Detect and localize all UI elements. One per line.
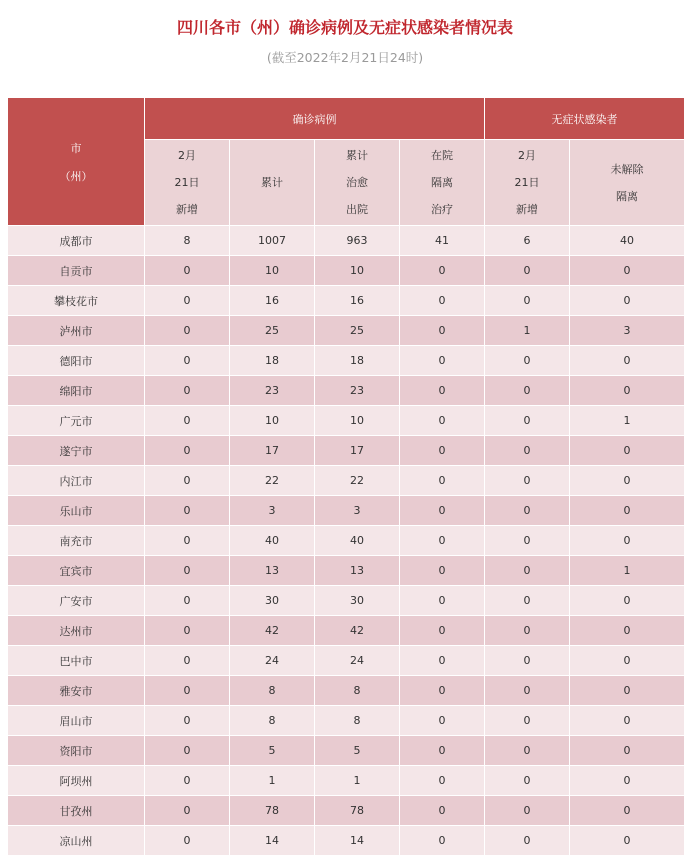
value-cell: 0 bbox=[485, 586, 570, 616]
value-cell: 40 bbox=[570, 226, 685, 256]
city-name-cell: 广元市 bbox=[8, 406, 145, 436]
value-cell: 8 bbox=[315, 706, 400, 736]
value-cell: 0 bbox=[570, 256, 685, 286]
column-header-line: 治疗 bbox=[431, 203, 453, 216]
city-name-cell: 德阳市 bbox=[8, 346, 145, 376]
value-cell: 0 bbox=[400, 436, 485, 466]
city-name-cell: 内江市 bbox=[8, 466, 145, 496]
column-header-2 bbox=[315, 140, 400, 226]
value-cell: 0 bbox=[145, 796, 230, 826]
value-cell: 0 bbox=[485, 406, 570, 436]
value-cell: 0 bbox=[400, 256, 485, 286]
value-cell: 0 bbox=[485, 556, 570, 586]
value-cell: 0 bbox=[485, 286, 570, 316]
value-cell: 18 bbox=[315, 346, 400, 376]
value-cell: 24 bbox=[230, 646, 315, 676]
value-cell: 0 bbox=[570, 676, 685, 706]
value-cell: 0 bbox=[400, 586, 485, 616]
column-header-3 bbox=[400, 140, 485, 226]
value-cell: 0 bbox=[145, 676, 230, 706]
column-header-1 bbox=[230, 140, 315, 226]
value-cell: 14 bbox=[315, 826, 400, 856]
value-cell: 0 bbox=[145, 376, 230, 406]
column-header-line: 2月 bbox=[518, 149, 536, 162]
value-cell: 0 bbox=[400, 286, 485, 316]
value-cell: 0 bbox=[400, 556, 485, 586]
value-cell: 0 bbox=[145, 316, 230, 346]
value-cell: 0 bbox=[400, 796, 485, 826]
city-header-line1: 市 bbox=[70, 141, 82, 155]
value-cell: 40 bbox=[230, 526, 315, 556]
value-cell: 25 bbox=[315, 316, 400, 346]
city-name-cell: 绵阳市 bbox=[8, 376, 145, 406]
page-subtitle: (截至2022年2月21日24时) bbox=[266, 50, 424, 65]
value-cell: 0 bbox=[570, 496, 685, 526]
value-cell: 40 bbox=[315, 526, 400, 556]
value-cell: 23 bbox=[315, 376, 400, 406]
column-header-line: 出院 bbox=[346, 203, 368, 216]
table-row bbox=[8, 766, 685, 796]
value-cell: 17 bbox=[230, 436, 315, 466]
city-name-cell: 遂宁市 bbox=[8, 436, 145, 466]
city-name-cell: 甘孜州 bbox=[8, 796, 145, 826]
value-cell: 3 bbox=[315, 496, 400, 526]
value-cell: 3 bbox=[230, 496, 315, 526]
value-cell: 0 bbox=[570, 616, 685, 646]
value-cell: 8 bbox=[315, 676, 400, 706]
value-cell: 0 bbox=[400, 616, 485, 646]
value-cell: 0 bbox=[485, 256, 570, 286]
table-row bbox=[8, 736, 685, 766]
table-row bbox=[8, 406, 685, 436]
value-cell: 0 bbox=[400, 766, 485, 796]
value-cell: 0 bbox=[145, 406, 230, 436]
column-header-0 bbox=[145, 140, 230, 226]
value-cell: 0 bbox=[570, 826, 685, 856]
table-body bbox=[8, 226, 685, 856]
value-cell: 24 bbox=[315, 646, 400, 676]
value-cell: 0 bbox=[145, 646, 230, 676]
value-cell: 0 bbox=[145, 526, 230, 556]
value-cell: 0 bbox=[485, 616, 570, 646]
column-header-line: 21日 bbox=[174, 176, 200, 189]
column-header-line: 隔离 bbox=[616, 189, 638, 203]
value-cell: 0 bbox=[570, 766, 685, 796]
value-cell: 0 bbox=[485, 436, 570, 466]
value-cell: 0 bbox=[485, 496, 570, 526]
table-row bbox=[8, 616, 685, 646]
value-cell: 10 bbox=[230, 256, 315, 286]
value-cell: 78 bbox=[230, 796, 315, 826]
value-cell: 0 bbox=[400, 676, 485, 706]
value-cell: 963 bbox=[315, 226, 400, 256]
value-cell: 0 bbox=[485, 466, 570, 496]
value-cell: 0 bbox=[145, 496, 230, 526]
value-cell: 0 bbox=[400, 826, 485, 856]
value-cell: 0 bbox=[145, 736, 230, 766]
value-cell: 0 bbox=[145, 556, 230, 586]
value-cell: 0 bbox=[400, 316, 485, 346]
value-cell: 1 bbox=[315, 766, 400, 796]
value-cell: 0 bbox=[400, 526, 485, 556]
value-cell: 16 bbox=[230, 286, 315, 316]
city-header-line2: （州） bbox=[59, 169, 93, 183]
value-cell: 8 bbox=[230, 706, 315, 736]
value-cell: 0 bbox=[400, 466, 485, 496]
value-cell: 0 bbox=[145, 286, 230, 316]
column-header-line: 21日 bbox=[514, 176, 540, 189]
column-header-line: 累计 bbox=[261, 176, 283, 189]
table-row bbox=[8, 826, 685, 856]
column-header-line: 2月 bbox=[178, 149, 196, 162]
table-row bbox=[8, 256, 685, 286]
value-cell: 0 bbox=[485, 346, 570, 376]
city-name-cell: 南充市 bbox=[8, 526, 145, 556]
value-cell: 13 bbox=[315, 556, 400, 586]
value-cell: 0 bbox=[485, 646, 570, 676]
value-cell: 5 bbox=[315, 736, 400, 766]
city-header bbox=[8, 98, 145, 226]
value-cell: 8 bbox=[230, 676, 315, 706]
city-name-cell: 达州市 bbox=[8, 616, 145, 646]
value-cell: 1 bbox=[570, 556, 685, 586]
value-cell: 16 bbox=[315, 286, 400, 316]
value-cell: 0 bbox=[570, 436, 685, 466]
value-cell: 30 bbox=[315, 586, 400, 616]
value-cell: 0 bbox=[400, 646, 485, 676]
table-row bbox=[8, 796, 685, 826]
value-cell: 0 bbox=[400, 376, 485, 406]
value-cell: 0 bbox=[145, 706, 230, 736]
value-cell: 42 bbox=[315, 616, 400, 646]
value-cell: 0 bbox=[145, 346, 230, 376]
value-cell: 0 bbox=[485, 676, 570, 706]
value-cell: 3 bbox=[570, 316, 685, 346]
value-cell: 42 bbox=[230, 616, 315, 646]
value-cell: 0 bbox=[400, 346, 485, 376]
table-row bbox=[8, 316, 685, 346]
table-row bbox=[8, 376, 685, 406]
value-cell: 78 bbox=[315, 796, 400, 826]
table-row bbox=[8, 286, 685, 316]
value-cell: 0 bbox=[570, 736, 685, 766]
value-cell: 1 bbox=[485, 316, 570, 346]
column-header-line: 在院 bbox=[431, 149, 453, 162]
value-cell: 0 bbox=[485, 796, 570, 826]
value-cell: 0 bbox=[145, 436, 230, 466]
asymptomatic-group-header: 无症状感染者 bbox=[485, 98, 685, 140]
value-cell: 10 bbox=[315, 406, 400, 436]
value-cell: 8 bbox=[145, 226, 230, 256]
value-cell: 0 bbox=[570, 706, 685, 736]
value-cell: 14 bbox=[230, 826, 315, 856]
city-name-cell: 成都市 bbox=[8, 226, 145, 256]
table-row bbox=[8, 466, 685, 496]
value-cell: 6 bbox=[485, 226, 570, 256]
city-name-cell: 阿坝州 bbox=[8, 766, 145, 796]
table-row bbox=[8, 706, 685, 736]
column-header-4 bbox=[485, 140, 570, 226]
column-header-5 bbox=[570, 140, 685, 226]
city-name-cell: 泸州市 bbox=[8, 316, 145, 346]
table-row bbox=[8, 346, 685, 376]
value-cell: 41 bbox=[400, 226, 485, 256]
value-cell: 0 bbox=[145, 586, 230, 616]
column-header-line: 新增 bbox=[176, 203, 198, 216]
value-cell: 0 bbox=[570, 286, 685, 316]
city-name-cell: 资阳市 bbox=[8, 736, 145, 766]
value-cell: 1007 bbox=[230, 226, 315, 256]
value-cell: 22 bbox=[315, 466, 400, 496]
column-header-line: 隔离 bbox=[431, 176, 453, 189]
page-title: 四川各市（州）确诊病例及无症状感染者情况表 bbox=[176, 18, 513, 37]
value-cell: 25 bbox=[230, 316, 315, 346]
value-cell: 0 bbox=[485, 736, 570, 766]
cases-table bbox=[7, 97, 685, 856]
city-name-cell: 凉山州 bbox=[8, 826, 145, 856]
value-cell: 0 bbox=[485, 826, 570, 856]
city-name-cell: 巴中市 bbox=[8, 646, 145, 676]
table-row bbox=[8, 496, 685, 526]
value-cell: 0 bbox=[400, 406, 485, 436]
table-row bbox=[8, 556, 685, 586]
value-cell: 0 bbox=[400, 496, 485, 526]
city-name-cell: 眉山市 bbox=[8, 706, 145, 736]
value-cell: 10 bbox=[315, 256, 400, 286]
value-cell: 1 bbox=[230, 766, 315, 796]
table-row bbox=[8, 226, 685, 256]
table-row bbox=[8, 676, 685, 706]
value-cell: 0 bbox=[400, 736, 485, 766]
value-cell: 0 bbox=[400, 706, 485, 736]
table-row bbox=[8, 526, 685, 556]
column-header-line: 新增 bbox=[516, 203, 538, 216]
value-cell: 13 bbox=[230, 556, 315, 586]
value-cell: 0 bbox=[570, 796, 685, 826]
value-cell: 0 bbox=[145, 616, 230, 646]
city-name-cell: 雅安市 bbox=[8, 676, 145, 706]
value-cell: 0 bbox=[485, 706, 570, 736]
table-row bbox=[8, 646, 685, 676]
value-cell: 1 bbox=[570, 406, 685, 436]
value-cell: 0 bbox=[145, 826, 230, 856]
value-cell: 0 bbox=[570, 586, 685, 616]
table-row bbox=[8, 586, 685, 616]
city-name-cell: 攀枝花市 bbox=[8, 286, 145, 316]
value-cell: 30 bbox=[230, 586, 315, 616]
column-header-line: 累计 bbox=[346, 149, 368, 162]
value-cell: 22 bbox=[230, 466, 315, 496]
value-cell: 0 bbox=[570, 376, 685, 406]
city-name-cell: 宜宾市 bbox=[8, 556, 145, 586]
value-cell: 0 bbox=[570, 346, 685, 376]
confirmed-group-header: 确诊病例 bbox=[145, 98, 485, 140]
value-cell: 5 bbox=[230, 736, 315, 766]
value-cell: 17 bbox=[315, 436, 400, 466]
value-cell: 0 bbox=[485, 376, 570, 406]
value-cell: 10 bbox=[230, 406, 315, 436]
value-cell: 0 bbox=[145, 466, 230, 496]
value-cell: 0 bbox=[485, 526, 570, 556]
value-cell: 18 bbox=[230, 346, 315, 376]
value-cell: 0 bbox=[485, 766, 570, 796]
value-cell: 0 bbox=[145, 766, 230, 796]
city-name-cell: 广安市 bbox=[8, 586, 145, 616]
city-name-cell: 乐山市 bbox=[8, 496, 145, 526]
city-name-cell: 自贡市 bbox=[8, 256, 145, 286]
column-header-line: 未解除 bbox=[610, 162, 644, 176]
value-cell: 0 bbox=[570, 466, 685, 496]
value-cell: 0 bbox=[145, 256, 230, 286]
value-cell: 0 bbox=[570, 526, 685, 556]
table-row bbox=[8, 436, 685, 466]
value-cell: 23 bbox=[230, 376, 315, 406]
column-header-line: 治愈 bbox=[346, 176, 368, 189]
value-cell: 0 bbox=[570, 646, 685, 676]
